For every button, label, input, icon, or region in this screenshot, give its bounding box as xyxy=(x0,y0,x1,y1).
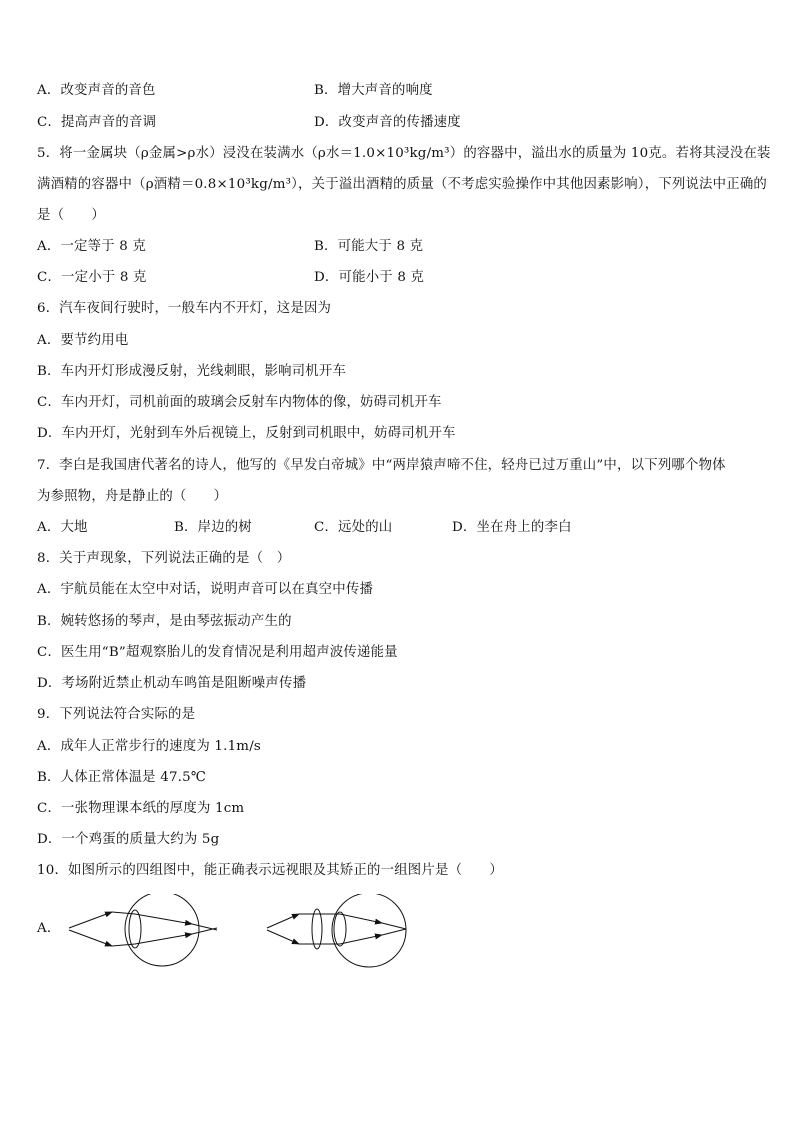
q4-option-c: C．提高声音的音调 xyxy=(37,115,157,130)
light-ray-lower-end-left xyxy=(192,928,217,934)
light-ray-lower-out-left xyxy=(135,934,192,944)
q5-option-c: C．一定小于 8 克 xyxy=(37,270,147,285)
eyeball-right xyxy=(332,894,406,967)
light-ray-upper-in-left xyxy=(69,912,112,928)
q7-stem-line1: 7．李白是我国唐代著名的诗人，他写的《早发白帝城》中“两岸猿声啼不住，轻舟已过万重山”中，以下列哪个物体 xyxy=(37,458,726,473)
q5-stem-line2: 满酒精的容器中（ρ酒精＝0.8×10³kg/m³），关于溢出酒精的质量（不考虑实验操作中其他因素影响），下列说法中正确的 xyxy=(37,177,768,192)
q8-option-b: B．婉转悠扬的琴声，是由琴弦振动产生的 xyxy=(37,614,292,629)
q6-option-d: D．车内开灯，光射到车外后视镜上，反射到司机眼中，妨碍司机开车 xyxy=(37,426,456,441)
corrective-lens-right xyxy=(312,909,322,949)
eye-diagram-right xyxy=(267,894,406,967)
q7-options-row xyxy=(37,518,597,538)
q6-stem: 6．汽车夜间行驶时，一般车内不开灯，这是因为 xyxy=(37,301,332,316)
q8-stem: 8．关于声现象，下列说法正确的是（ ） xyxy=(37,551,291,566)
q7-option-a: A．大地 xyxy=(37,520,88,535)
q10-option-a-label: A． xyxy=(37,921,61,936)
q5-stem-line1: 5．将一金属块（ρ金属>ρ水）浸没在装满水（ρ水＝1.0×10³kg/m³）的容器中，溢出水的质量为 10克。若将其浸没在装 xyxy=(37,146,771,161)
eye-diagram-left xyxy=(69,894,217,966)
q5-option-d: D．可能小于 8 克 xyxy=(314,270,425,285)
light-ray-upper-in-right xyxy=(267,914,299,928)
q6-option-a: A．要节约用电 xyxy=(37,333,129,348)
light-ray-lower-end-right xyxy=(382,929,406,935)
q9-option-b: B．人体正常体温是 47.5℃ xyxy=(37,770,207,785)
q4-option-b: B．增大声音的响度 xyxy=(314,83,433,98)
q9-option-a: A．成年人正常步行的速度为 1.1m/s xyxy=(37,739,261,754)
light-ray-upper-end-right xyxy=(382,923,406,929)
crystalline-lens-left xyxy=(129,910,141,948)
eyeball-left xyxy=(125,894,199,966)
crystalline-lens-right xyxy=(334,912,346,946)
q9-stem: 9．下列说法符合实际的是 xyxy=(37,707,196,722)
q9-option-d: D．一个鸡蛋的质量大约为 5g xyxy=(37,832,220,847)
q7-option-d: D．坐在舟上的李白 xyxy=(452,520,572,535)
light-ray-lower-in-left xyxy=(69,930,112,946)
q4-option-a: A．改变声音的音色 xyxy=(37,83,156,98)
q8-option-a: A．宇航员能在太空中对话，说明声音可以在真空中传播 xyxy=(37,582,374,597)
q8-option-c: C．医生用“B”超观察胎儿的发育情况是利用超声波传递能量 xyxy=(37,645,398,660)
q7-option-c: C．远处的山 xyxy=(314,520,393,535)
q8-option-d: D．考场附近禁止机动车鸣笛是阻断噪声传播 xyxy=(37,676,307,691)
light-ray-upper-out-right xyxy=(340,914,382,923)
q5-stem-line3: 是（ ） xyxy=(37,208,105,223)
q6-option-c: C．车内开灯，司机前面的玻璃会反射车内物体的像，妨碍司机开车 xyxy=(37,395,442,410)
q10-stem: 10．如图所示的四组图中，能正确表示远视眼及其矫正的一组图片是（ ） xyxy=(37,863,503,878)
q6-option-b: B．车内开灯形成漫反射，光线刺眼，影响司机开车 xyxy=(37,364,347,379)
q4-option-d: D．改变声音的传播速度 xyxy=(314,115,461,130)
q5-option-a: A．一定等于 8 克 xyxy=(37,239,147,254)
light-ray-lower-in-right xyxy=(267,930,299,944)
q5-option-b: B．可能大于 8 克 xyxy=(314,239,424,254)
q10-option-a-figure xyxy=(37,894,457,974)
q7-stem-line2: 为参照物，舟是静止的（ ） xyxy=(37,489,228,504)
light-ray-upper-out-left xyxy=(135,914,192,924)
light-ray-lower-out-right xyxy=(340,935,382,944)
q7-option-b: B．岸边的树 xyxy=(174,520,252,535)
q9-option-c: C．一张物理课本纸的厚度为 1cm xyxy=(37,801,245,816)
